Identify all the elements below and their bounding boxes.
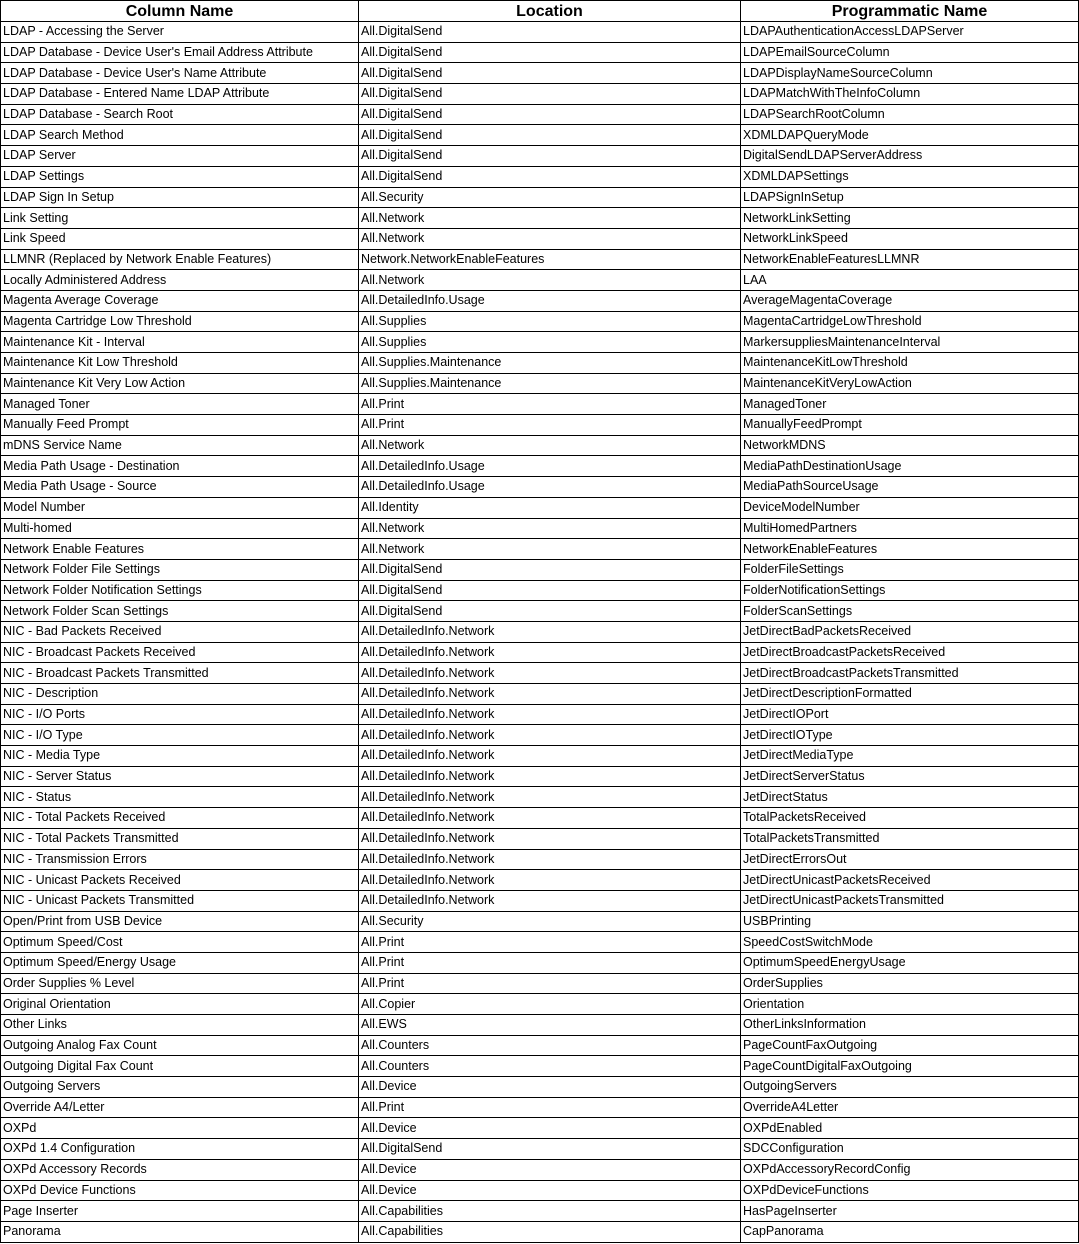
table-row <box>1 559 1079 580</box>
cell-programmatic-name: OXPdEnabled <box>741 1118 1079 1139</box>
header-column-name: Column Name <box>1 1 359 22</box>
cell-location: All.Device <box>359 1180 741 1201</box>
table-row <box>1 642 1079 663</box>
cell-programmatic-name: JetDirectBadPacketsReceived <box>741 621 1079 642</box>
cell-column-name: Other Links <box>1 1015 359 1036</box>
cell-location: All.Network <box>359 208 741 229</box>
table-row <box>1 332 1079 353</box>
cell-column-name: Manually Feed Prompt <box>1 415 359 436</box>
cell-column-name: Optimum Speed/Energy Usage <box>1 952 359 973</box>
cell-column-name: Network Folder Notification Settings <box>1 580 359 601</box>
cell-column-name: Outgoing Servers <box>1 1077 359 1098</box>
cell-column-name: Maintenance Kit - Interval <box>1 332 359 353</box>
table-row <box>1 63 1079 84</box>
cell-column-name: LLMNR (Replaced by Network Enable Features) <box>1 249 359 270</box>
table-row <box>1 435 1079 456</box>
cell-programmatic-name: JetDirectBroadcastPacketsReceived <box>741 642 1079 663</box>
table-row <box>1 1139 1079 1160</box>
cell-column-name: Multi-homed <box>1 518 359 539</box>
cell-location: All.DetailedInfo.Network <box>359 684 741 705</box>
cell-programmatic-name: MarkersuppliesMaintenanceInterval <box>741 332 1079 353</box>
cell-programmatic-name: NetworkLinkSpeed <box>741 228 1079 249</box>
cell-programmatic-name: DigitalSendLDAPServerAddress <box>741 146 1079 167</box>
cell-programmatic-name: ManuallyFeedPrompt <box>741 415 1079 436</box>
cell-programmatic-name: Orientation <box>741 994 1079 1015</box>
cell-location: All.Copier <box>359 994 741 1015</box>
cell-column-name: NIC - Unicast Packets Received <box>1 870 359 891</box>
cell-programmatic-name: MaintenanceKitLowThreshold <box>741 353 1079 374</box>
cell-programmatic-name: JetDirectUnicastPacketsReceived <box>741 870 1079 891</box>
cell-programmatic-name: OrderSupplies <box>741 973 1079 994</box>
cell-column-name: NIC - Bad Packets Received <box>1 621 359 642</box>
cell-location: All.DetailedInfo.Network <box>359 828 741 849</box>
cell-programmatic-name: PageCountFaxOutgoing <box>741 1035 1079 1056</box>
table-row <box>1 766 1079 787</box>
table-row <box>1 394 1079 415</box>
cell-programmatic-name: JetDirectStatus <box>741 787 1079 808</box>
cell-location: All.Network <box>359 228 741 249</box>
cell-column-name: NIC - Total Packets Transmitted <box>1 828 359 849</box>
cell-location: All.DigitalSend <box>359 166 741 187</box>
cell-location: All.DetailedInfo.Network <box>359 787 741 808</box>
cell-programmatic-name: OXPdDeviceFunctions <box>741 1180 1079 1201</box>
cell-programmatic-name: LDAPSignInSetup <box>741 187 1079 208</box>
table-row <box>1 518 1079 539</box>
cell-location: All.DigitalSend <box>359 63 741 84</box>
cell-column-name: LDAP - Accessing the Server <box>1 22 359 43</box>
cell-programmatic-name: MaintenanceKitVeryLowAction <box>741 373 1079 394</box>
cell-column-name: LDAP Settings <box>1 166 359 187</box>
cell-location: All.Device <box>359 1118 741 1139</box>
cell-column-name: Optimum Speed/Cost <box>1 932 359 953</box>
table-row <box>1 270 1079 291</box>
cell-programmatic-name: PageCountDigitalFaxOutgoing <box>741 1056 1079 1077</box>
table-row <box>1 477 1079 498</box>
cell-programmatic-name: LAA <box>741 270 1079 291</box>
cell-location: All.Print <box>359 973 741 994</box>
cell-programmatic-name: NetworkLinkSetting <box>741 208 1079 229</box>
cell-column-name: OXPd Accessory Records <box>1 1159 359 1180</box>
cell-programmatic-name: JetDirectUnicastPacketsTransmitted <box>741 890 1079 911</box>
cell-programmatic-name: JetDirectBroadcastPacketsTransmitted <box>741 663 1079 684</box>
cell-column-name: NIC - Unicast Packets Transmitted <box>1 890 359 911</box>
header-location: Location <box>359 1 741 22</box>
cell-location: All.Print <box>359 394 741 415</box>
cell-column-name: LDAP Database - Device User's Name Attribute <box>1 63 359 84</box>
cell-programmatic-name: SDCConfiguration <box>741 1139 1079 1160</box>
table-row <box>1 228 1079 249</box>
cell-programmatic-name: JetDirectIOType <box>741 725 1079 746</box>
cell-location: All.Supplies <box>359 311 741 332</box>
cell-location: All.Security <box>359 911 741 932</box>
cell-location: All.DigitalSend <box>359 42 741 63</box>
cell-location: All.DigitalSend <box>359 559 741 580</box>
table-row <box>1 621 1079 642</box>
cell-programmatic-name: OptimumSpeedEnergyUsage <box>741 952 1079 973</box>
cell-column-name: Link Speed <box>1 228 359 249</box>
table-row <box>1 1056 1079 1077</box>
cell-location: All.Identity <box>359 497 741 518</box>
table-row <box>1 497 1079 518</box>
table-row <box>1 249 1079 270</box>
cell-programmatic-name: AverageMagentaCoverage <box>741 290 1079 311</box>
table-row <box>1 870 1079 891</box>
cell-location: All.Network <box>359 270 741 291</box>
cell-column-name: OXPd <box>1 1118 359 1139</box>
table-row <box>1 1221 1079 1242</box>
cell-column-name: LDAP Server <box>1 146 359 167</box>
cell-location: All.DetailedInfo.Usage <box>359 477 741 498</box>
table-row <box>1 42 1079 63</box>
cell-programmatic-name: LDAPSearchRootColumn <box>741 104 1079 125</box>
table-row <box>1 208 1079 229</box>
table-row <box>1 415 1079 436</box>
cell-column-name: Outgoing Digital Fax Count <box>1 1056 359 1077</box>
cell-column-name: NIC - I/O Type <box>1 725 359 746</box>
cell-column-name: LDAP Search Method <box>1 125 359 146</box>
cell-location: All.DetailedInfo.Network <box>359 870 741 891</box>
cell-column-name: Panorama <box>1 1221 359 1242</box>
cell-programmatic-name: OutgoingServers <box>741 1077 1079 1098</box>
cell-column-name: Managed Toner <box>1 394 359 415</box>
cell-location: All.DetailedInfo.Network <box>359 704 741 725</box>
table-row <box>1 353 1079 374</box>
table-row <box>1 725 1079 746</box>
cell-column-name: Maintenance Kit Very Low Action <box>1 373 359 394</box>
cell-programmatic-name: USBPrinting <box>741 911 1079 932</box>
cell-location: All.DigitalSend <box>359 125 741 146</box>
cell-column-name: NIC - Media Type <box>1 746 359 767</box>
table-row <box>1 1159 1079 1180</box>
cell-column-name: Link Setting <box>1 208 359 229</box>
cell-programmatic-name: LDAPDisplayNameSourceColumn <box>741 63 1079 84</box>
header-programmatic-name: Programmatic Name <box>741 1 1079 22</box>
table-row <box>1 311 1079 332</box>
table-row <box>1 125 1079 146</box>
cell-location: All.EWS <box>359 1015 741 1036</box>
cell-column-name: LDAP Database - Device User's Email Address Attribute <box>1 42 359 63</box>
cell-programmatic-name: XDMLDAPSettings <box>741 166 1079 187</box>
cell-location: All.DetailedInfo.Network <box>359 725 741 746</box>
cell-location: All.Supplies <box>359 332 741 353</box>
cell-programmatic-name: OXPdAccessoryRecordConfig <box>741 1159 1079 1180</box>
cell-programmatic-name: LDAPAuthenticationAccessLDAPServer <box>741 22 1079 43</box>
table-row <box>1 1180 1079 1201</box>
table-row <box>1 787 1079 808</box>
table-row <box>1 808 1079 829</box>
cell-programmatic-name: CapPanorama <box>741 1221 1079 1242</box>
cell-column-name: LDAP Database - Entered Name LDAP Attribute <box>1 84 359 105</box>
cell-programmatic-name: MediaPathSourceUsage <box>741 477 1079 498</box>
table-row <box>1 1077 1079 1098</box>
cell-column-name: LDAP Sign In Setup <box>1 187 359 208</box>
cell-location: All.Supplies.Maintenance <box>359 353 741 374</box>
cell-location: All.DigitalSend <box>359 146 741 167</box>
cell-programmatic-name: XDMLDAPQueryMode <box>741 125 1079 146</box>
cell-programmatic-name: MultiHomedPartners <box>741 518 1079 539</box>
table-row <box>1 601 1079 622</box>
cell-column-name: OXPd Device Functions <box>1 1180 359 1201</box>
cell-programmatic-name: JetDirectMediaType <box>741 746 1079 767</box>
table-row <box>1 1035 1079 1056</box>
cell-location: All.Device <box>359 1077 741 1098</box>
cell-programmatic-name: OtherLinksInformation <box>741 1015 1079 1036</box>
cell-programmatic-name: TotalPacketsReceived <box>741 808 1079 829</box>
cell-column-name: NIC - I/O Ports <box>1 704 359 725</box>
cell-location: All.DetailedInfo.Network <box>359 890 741 911</box>
cell-location: All.DetailedInfo.Network <box>359 808 741 829</box>
table-body <box>1 22 1079 1243</box>
cell-location: All.Supplies.Maintenance <box>359 373 741 394</box>
cell-location: All.Counters <box>359 1035 741 1056</box>
cell-column-name: Magenta Cartridge Low Threshold <box>1 311 359 332</box>
table-row <box>1 1015 1079 1036</box>
table-row <box>1 84 1079 105</box>
cell-location: All.DigitalSend <box>359 104 741 125</box>
cell-location: Network.NetworkEnableFeatures <box>359 249 741 270</box>
cell-programmatic-name: HasPageInserter <box>741 1201 1079 1222</box>
cell-column-name: NIC - Server Status <box>1 766 359 787</box>
cell-programmatic-name: TotalPacketsTransmitted <box>741 828 1079 849</box>
cell-column-name: Network Folder File Settings <box>1 559 359 580</box>
table-row <box>1 290 1079 311</box>
table-row <box>1 22 1079 43</box>
cell-location: All.Print <box>359 415 741 436</box>
cell-column-name: Locally Administered Address <box>1 270 359 291</box>
cell-column-name: NIC - Transmission Errors <box>1 849 359 870</box>
table-row <box>1 1201 1079 1222</box>
table-row <box>1 187 1079 208</box>
table-row <box>1 932 1079 953</box>
cell-location: All.Print <box>359 952 741 973</box>
table-row <box>1 994 1079 1015</box>
cell-programmatic-name: JetDirectIOPort <box>741 704 1079 725</box>
cell-column-name: Media Path Usage - Source <box>1 477 359 498</box>
cell-location: All.DetailedInfo.Network <box>359 621 741 642</box>
table-row <box>1 952 1079 973</box>
table-row <box>1 973 1079 994</box>
cell-column-name: Maintenance Kit Low Threshold <box>1 353 359 374</box>
cell-programmatic-name: JetDirectDescriptionFormatted <box>741 684 1079 705</box>
cell-column-name: mDNS Service Name <box>1 435 359 456</box>
cell-location: All.Print <box>359 1097 741 1118</box>
cell-column-name: Network Enable Features <box>1 539 359 560</box>
cell-programmatic-name: FolderScanSettings <box>741 601 1079 622</box>
cell-column-name: Original Orientation <box>1 994 359 1015</box>
cell-location: All.Counters <box>359 1056 741 1077</box>
cell-location: All.Capabilities <box>359 1201 741 1222</box>
cell-location: All.Security <box>359 187 741 208</box>
table-row <box>1 704 1079 725</box>
table-row <box>1 911 1079 932</box>
cell-column-name: Media Path Usage - Destination <box>1 456 359 477</box>
table-row <box>1 146 1079 167</box>
cell-location: All.DetailedInfo.Network <box>359 642 741 663</box>
cell-programmatic-name: DeviceModelNumber <box>741 497 1079 518</box>
cell-location: All.DetailedInfo.Network <box>359 766 741 787</box>
table-row <box>1 104 1079 125</box>
table-row <box>1 456 1079 477</box>
cell-column-name: OXPd 1.4 Configuration <box>1 1139 359 1160</box>
cell-location: All.DetailedInfo.Network <box>359 746 741 767</box>
cell-location: All.DetailedInfo.Network <box>359 663 741 684</box>
table-row <box>1 849 1079 870</box>
cell-programmatic-name: OverrideA4Letter <box>741 1097 1079 1118</box>
cell-programmatic-name: JetDirectErrorsOut <box>741 849 1079 870</box>
cell-location: All.Network <box>359 539 741 560</box>
table-row <box>1 828 1079 849</box>
table-row <box>1 539 1079 560</box>
cell-location: All.DigitalSend <box>359 22 741 43</box>
cell-programmatic-name: ManagedToner <box>741 394 1079 415</box>
cell-location: All.Network <box>359 435 741 456</box>
cell-location: All.DigitalSend <box>359 84 741 105</box>
cell-location: All.DetailedInfo.Network <box>359 849 741 870</box>
cell-location: All.Print <box>359 932 741 953</box>
cell-location: All.Capabilities <box>359 1221 741 1242</box>
cell-column-name: Order Supplies % Level <box>1 973 359 994</box>
cell-column-name: Override A4/Letter <box>1 1097 359 1118</box>
cell-programmatic-name: LDAPMatchWithTheInfoColumn <box>741 84 1079 105</box>
cell-column-name: Model Number <box>1 497 359 518</box>
cell-location: All.DigitalSend <box>359 580 741 601</box>
cell-location: All.Device <box>359 1159 741 1180</box>
table-row <box>1 684 1079 705</box>
header-row <box>1 1 1079 22</box>
cell-programmatic-name: LDAPEmailSourceColumn <box>741 42 1079 63</box>
cell-programmatic-name: MediaPathDestinationUsage <box>741 456 1079 477</box>
cell-column-name: NIC - Broadcast Packets Transmitted <box>1 663 359 684</box>
cell-column-name: LDAP Database - Search Root <box>1 104 359 125</box>
table-row <box>1 1118 1079 1139</box>
cell-column-name: NIC - Total Packets Received <box>1 808 359 829</box>
table-row <box>1 166 1079 187</box>
cell-location: All.DetailedInfo.Usage <box>359 290 741 311</box>
cell-column-name: Outgoing Analog Fax Count <box>1 1035 359 1056</box>
cell-column-name: NIC - Broadcast Packets Received <box>1 642 359 663</box>
cell-column-name: Magenta Average Coverage <box>1 290 359 311</box>
cell-programmatic-name: MagentaCartridgeLowThreshold <box>741 311 1079 332</box>
cell-column-name: NIC - Description <box>1 684 359 705</box>
cell-programmatic-name: NetworkEnableFeatures <box>741 539 1079 560</box>
cell-programmatic-name: JetDirectServerStatus <box>741 766 1079 787</box>
table-row <box>1 1097 1079 1118</box>
cell-location: All.DetailedInfo.Usage <box>359 456 741 477</box>
table-row <box>1 890 1079 911</box>
cell-programmatic-name: SpeedCostSwitchMode <box>741 932 1079 953</box>
cell-column-name: Page Inserter <box>1 1201 359 1222</box>
table-row <box>1 580 1079 601</box>
cell-location: All.Network <box>359 518 741 539</box>
table-row <box>1 373 1079 394</box>
cell-column-name: Open/Print from USB Device <box>1 911 359 932</box>
cell-programmatic-name: FolderFileSettings <box>741 559 1079 580</box>
cell-programmatic-name: NetworkMDNS <box>741 435 1079 456</box>
cell-location: All.DigitalSend <box>359 601 741 622</box>
cell-programmatic-name: NetworkEnableFeaturesLLMNR <box>741 249 1079 270</box>
cell-programmatic-name: FolderNotificationSettings <box>741 580 1079 601</box>
cell-location: All.DigitalSend <box>359 1139 741 1160</box>
table-row <box>1 746 1079 767</box>
cell-column-name: NIC - Status <box>1 787 359 808</box>
cell-column-name: Network Folder Scan Settings <box>1 601 359 622</box>
table-row <box>1 663 1079 684</box>
